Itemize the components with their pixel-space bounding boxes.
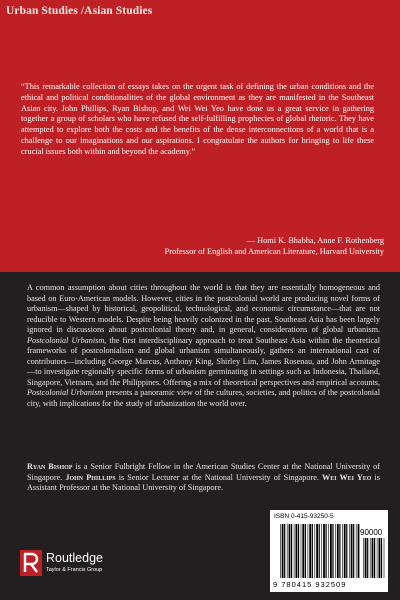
editor-bios bbox=[27, 462, 380, 494]
price-code: 90000 bbox=[360, 528, 383, 537]
book-title-italic: Postcolonial Urbanism bbox=[27, 335, 105, 345]
barcode-digits: 9 780415 932509 bbox=[273, 580, 347, 589]
quote-attribution bbox=[0, 236, 384, 257]
publisher-subtitle: Taylor & Francis Group bbox=[46, 567, 103, 573]
editor-bio-text: is a Senior Fulbright Fellow in the American Studies Center at the National University of Singapore. bbox=[27, 462, 380, 482]
red-header-panel bbox=[0, 0, 400, 272]
publisher-name: Routledge bbox=[46, 551, 103, 565]
publisher-logo bbox=[20, 548, 150, 578]
book-title-italic: Postcolonial Urbanism bbox=[27, 388, 104, 398]
editor-name: Wei Wei Yeo bbox=[322, 472, 372, 482]
routledge-r-icon bbox=[20, 550, 42, 576]
barcode-box bbox=[270, 510, 388, 592]
endorsement-quote: “This remarkable collection of essays takes on the urgent task of defining the urban conditions and the ethical and political conditionalities of the global environment as they are manifested in the Southeast Asian city. John Phillips, Ryan Bishop, and Wei Wei Yeo have done us a great service in gathering together a group of scholars who have refused the self-fulfilling prophecies of global rhetoric. They have attempted to explore both the costs and the benefits of the dense interconnections of a world that is a challenge to our imaginations and our aspirations. I congratulate the authors for bringing to life these crucial issues both within and beyond the academy.” bbox=[21, 82, 374, 156]
category-label: Urban Studies /Asian Studies bbox=[6, 5, 153, 17]
description-text: presents a panoramic view of the cultures, societies, and politics of the postcolonial city, with implications for the study of urbanization the world over. bbox=[27, 388, 380, 409]
price-barcode bbox=[363, 538, 385, 578]
editor-name: John Phillips bbox=[65, 472, 116, 482]
description-text: A common assumption about cities throughout the world is that they are essentially homogeneous and based on Euro-American models. However, cities in the postcolonial world are producing novel forms of urbanism—shaped by historical, geopolitical, technological, and economic circumstance—that are not reducible to Western models. Despite being heavily colonized in the past, Southeast Asia has been largely ignored in discussions about postcolonial theory and, in general, considerations of global urbanism. bbox=[27, 283, 380, 335]
editor-name: Ryan Bishop bbox=[27, 462, 73, 471]
isbn-barcode bbox=[280, 524, 360, 578]
isbn-label: ISBN 0-415-93250-5 bbox=[274, 513, 334, 520]
editor-bio-text: is Assistant Professor at the National University of Singapore. bbox=[27, 472, 380, 493]
book-description bbox=[27, 283, 380, 410]
editor-bio-text: is Senior Lecturer at the National University of Singapore. bbox=[115, 472, 322, 482]
quote-author-position: Professor of English and American Literature, Harvard University bbox=[164, 246, 384, 256]
description-text: , the first interdisciplinary approach to treat Southeast Asia within the theoretical frameworks of postcolonialism and global urbanism simultaneously, gathers an international cast of contributors—including George Marcus, Anthony King, Shirley Lim, James Rosenau, and John Armitage—to investigate regionally specific forms of urbanism germinating in settings such as Indonesia, Thailand, Singapore, Vietnam, and the Philippines. Offering a mix of theoretical perspectives and empirical accounts, bbox=[27, 335, 380, 387]
quote-author: — Homi K. Bhabha, Anne F. Rothenberg bbox=[246, 236, 384, 245]
